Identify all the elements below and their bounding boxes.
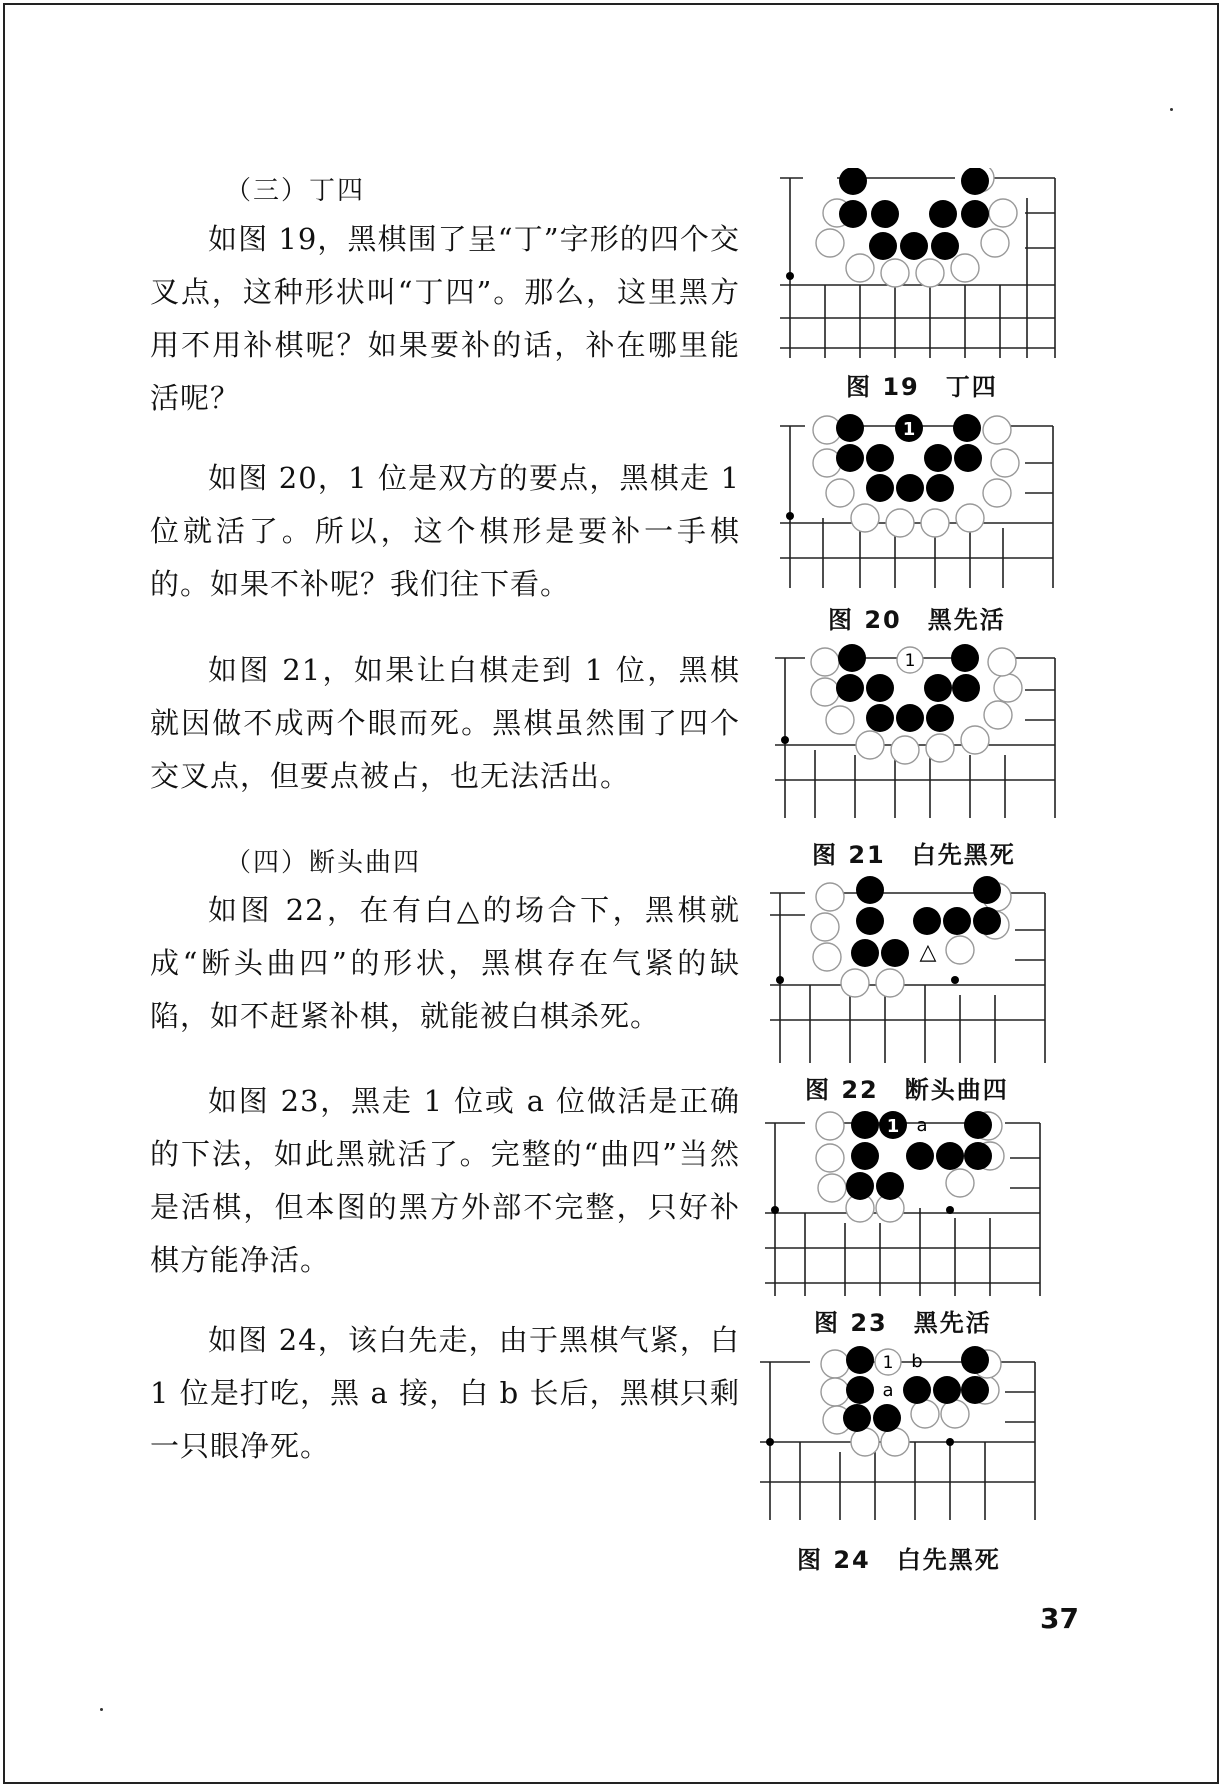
go-diagram-21 xyxy=(770,640,1060,820)
caption-fig22: 图 22 断头曲四 xyxy=(805,1076,1009,1104)
point-b-label: b xyxy=(911,1351,923,1372)
move-number-1: 1 xyxy=(904,651,916,671)
point-a-label: a xyxy=(882,1380,894,1401)
paragraph-fig24: 如图 24，该白先走，由于黑棋气紧，白 1 位是打吃，黑 a 接，白 b 长后，黑棋只剩一只眼净死。 xyxy=(150,1323,740,1463)
go-diagram-22 xyxy=(765,875,1055,1065)
scan-speck xyxy=(1170,108,1173,111)
caption-fig19: 图 19 丁四 xyxy=(846,373,998,401)
move-number-1: 1 xyxy=(902,419,916,440)
move-number-1: 1 xyxy=(882,1353,894,1373)
paragraph-fig23: 如图 23，黑走 1 位或 a 位做活是正确的下法，如此黑就活了。完整的“曲四”当然是活棋，但本图的黑方外部不完整，只好补棋方能净活。 xyxy=(150,1084,740,1277)
section-heading-ding-si: （三）丁四 xyxy=(225,176,366,206)
paragraph-fig21: 如图 21，如果让白棋走到 1 位，黑棋就因做不成两个眼而死。黑棋虽然围了四个交叉点，但要点被占，也无法活出。 xyxy=(150,653,740,793)
go-diagram-19 xyxy=(775,168,1060,358)
go-diagram-23 xyxy=(760,1108,1050,1298)
paragraph-fig20: 如图 20，1 位是双方的要点，黑棋走 1 位就活了。所以，这个棋形是要补一手棋的。如果不补呢？我们往下看。 xyxy=(150,461,740,601)
page-number: 37 xyxy=(1040,1602,1079,1635)
caption-fig21: 图 21 白先黑死 xyxy=(812,841,1016,869)
caption-fig23: 图 23 黑先活 xyxy=(814,1309,992,1337)
go-diagram-24 xyxy=(755,1342,1045,1522)
caption-fig20: 图 20 黑先活 xyxy=(828,606,1006,634)
scan-speck xyxy=(100,1708,103,1711)
go-diagram-20 xyxy=(775,408,1060,593)
paragraph-fig22: 如图 22，在有白△的场合下，黑棋就成“断头曲四”的形状，黑棋存在气紧的缺陷，如不赶紧补棋，就能被白棋杀死。 xyxy=(150,893,740,1033)
caption-fig24: 图 24 白先黑死 xyxy=(797,1546,1001,1574)
point-a-label: a xyxy=(916,1115,928,1136)
move-number-1: 1 xyxy=(886,1116,900,1137)
paragraph-fig19: 如图 19，黑棋围了呈“丁”字形的四个交叉点，这种形状叫“丁四”。那么，这里黑方用不用补棋呢？如果要补的话，补在哪里能活呢？ xyxy=(150,222,740,415)
section-heading-duantou-qusi: （四）断头曲四 xyxy=(225,848,422,878)
triangle-marker: △ xyxy=(919,940,937,965)
